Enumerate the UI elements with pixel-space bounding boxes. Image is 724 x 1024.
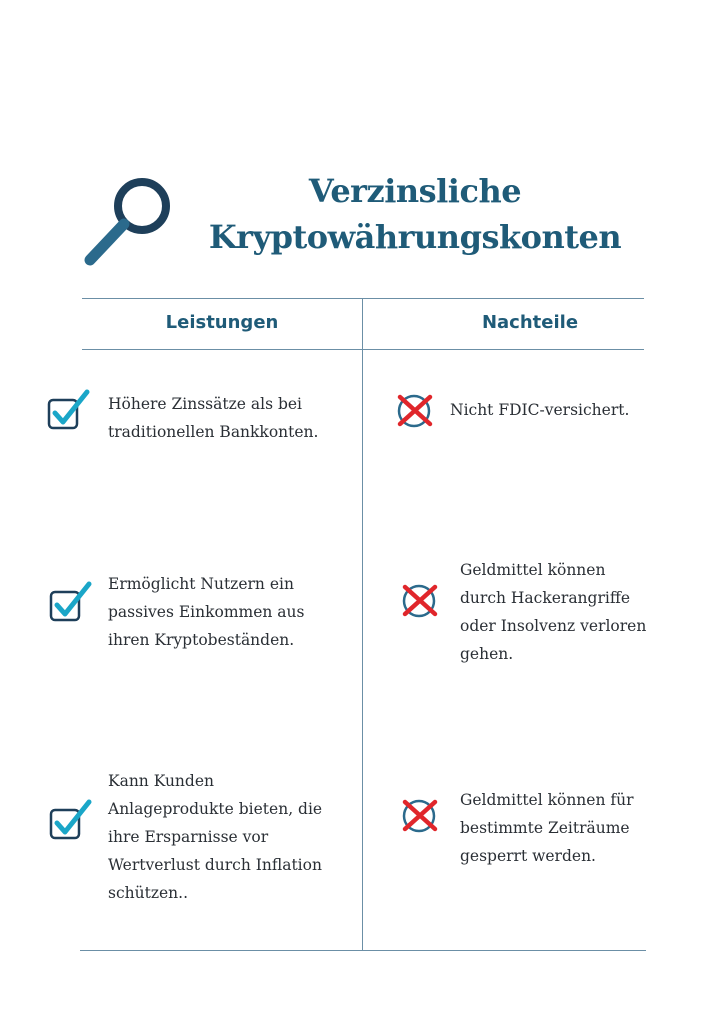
column-divider [362, 298, 363, 950]
title-line-2: Kryptowährungskonten [208, 218, 622, 256]
magnifier-icon [80, 176, 175, 268]
title-line-1: Verzinsliche [308, 172, 522, 210]
column-header-pros: Leistungen [165, 312, 279, 333]
crossed-circle-icon [399, 797, 441, 833]
table-bottom-rule [80, 950, 646, 951]
pro-text: Ermöglicht Nutzern ein passives Einkommen aus ihren Kryptobeständen. [108, 575, 305, 649]
checkbox-icon [48, 580, 94, 624]
checkbox-icon [48, 798, 94, 842]
con-text: Geldmittel können für bestimmte Zeiträume gesperrt werden. [460, 791, 634, 865]
crossed-circle-icon [399, 582, 441, 618]
con-text: Geldmittel können durch Hackerangriffe oder Insolvenz verloren gehen. [460, 561, 647, 663]
page-title [190, 168, 640, 260]
column-header-cons: Nachteile [481, 312, 579, 333]
table-top-rule [82, 298, 644, 299]
con-text: Nicht FDIC-versichert. [450, 401, 630, 419]
pro-text: Kann Kunden Anlageprodukte bieten, die ihre Ersparnisse vor Wertverlust durch Inflation schützen.. [108, 772, 323, 902]
crossed-circle-icon [394, 392, 436, 428]
checkbox-icon [46, 388, 92, 432]
pro-text: Höhere Zinssätze als bei traditionellen Bankkonten. [108, 395, 319, 441]
table-header-rule [82, 349, 644, 350]
